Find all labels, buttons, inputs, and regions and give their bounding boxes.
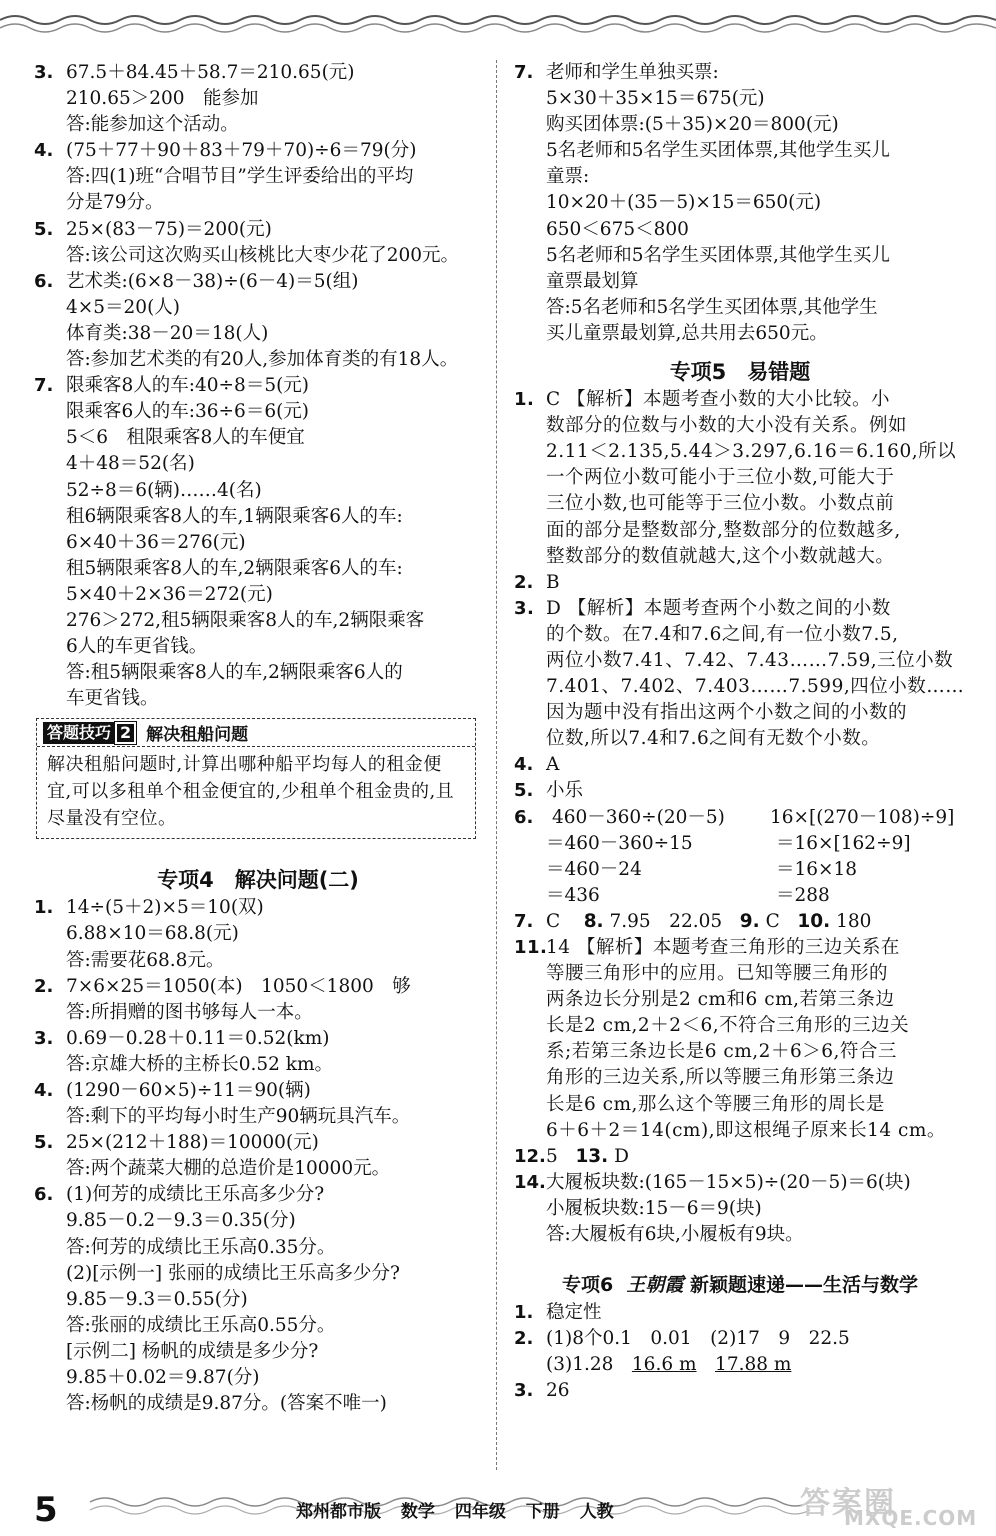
s5-answer-14: 14.大履板块数:(165－15×5)÷(20－5)＝6(块) 小履板块数:15－6＝9(块) 答:大履板有6块,小履板有9块。 bbox=[514, 1171, 911, 1246]
answer-number: 5. bbox=[34, 218, 54, 240]
s6-answer-2: 2. (1)8个0.1 0.01 (2)17 9 22.5 (3)1.28 16.6 m 17.88 m bbox=[514, 1328, 850, 1376]
section-5-title: 专项5 易错题 bbox=[669, 360, 811, 385]
s5-answer-6: 6. 460－360÷(20－5) 16×[(270－108)÷9] ＝460－360÷15 ＝16×[162÷9] ＝460－24 ＝16×18 ＝436 ＝288 bbox=[514, 806, 955, 906]
right-column: 7. 老师和学生单独买票: 5×30＋35×15＝675(元) 购买团体票:(5＋35)×20＝800(元) 5名老师和5名学生买团体票,其他学生买儿 童票: 10×20＋(35－5)×15＝650(元) 650＜675＜800 5名老师和5名学生买团体票,其他学生买儿 童票最划算 答:5名老师和5名学生买团体票,其他学生 买儿童票最划算,总共用去650元。 专项5 易错题 1. C 【解析】本题考查小数的大小比较。小 数部分的位数与小数的大小没有关系。例如 2.11＜2.135,5.44＞3.297,6.16＝6.160,所以 一个两位小数可能小于三位小数,可能大于 三位小数,也可能等于三位小数。小数点前 面的部分是整数部分,整数部分的位数越多, 整数部分的数值就越大,这个小数就越大。 2. B 3. D 【解析】本题考查两个小数之间的小数 的个数。在7.4和7.6之间,有一位小数7.5, 两位小数7.41、7.42、7.43……7.59,三位小数 7.401、7.402、7.403……7.599,四位小数…… 因为题中没有指出这两个小数之间的小数的 位数,所以7.4和7.6之间有无数个小数。 4. A 5. 小乐 6. 460－360÷(20－5) 16×[(270－108)÷9] ＝460－360÷15 ＝16×[162÷9] ＝460－24 ＝16×18 ＝436 ＝288 7. C 8. 7.95 22.05 9. C 10. 180 11.14 【解析】本题考查三角形的三边关系在 等腰三角形中的应用。已知等腰三角形的 两条边长分别是2 cm和6 cm,若第三条边 长是2 cm,2＋2＜6,不符合三角形的三边关 系;若第三条边长是6 cm,2＋6＞6,符合三 角形的三边关系,所以等腰三角形第三条边 长是6 cm,那么这个等腰三角形的周长是 6＋6＋2＝14(cm),即这根绳子原来长14 cm。 12.5 13. D 14.大履板块数:(165－15×5)÷(20－5)＝6(块) 小履板块数:15－6＝9(块) 答:大履板有6块,小履板有9块。 专项6 王朝霞 新颖题速递——生活与数学 1. 稳定性 2. (1)8个0.1 0.01 (2)17 9 22.5 (3)1.28 16.6 m 17.88 m 3. 26 bbox=[514, 62, 965, 1402]
s4-answer-5: 5. 25×(212＋188)＝10000(元) 答:两个蔬菜大棚的总造价是10000元。 bbox=[34, 1132, 391, 1180]
tip-header bbox=[37, 719, 475, 747]
s4-answer-2: 2. 7×6×25＝1050(本) 1050＜1800 够 答:所捐赠的图书够每人一本。 bbox=[34, 975, 411, 1023]
s6-answer-3: 26 bbox=[546, 1380, 570, 1402]
top-wave-border bbox=[0, 8, 996, 38]
s5-answer-5: 小乐 bbox=[546, 780, 584, 802]
answer-7: 7. 限乘客8人的车:40÷8＝5(元) 限乘客6人的车:36÷6＝6(元) 5＜6 租限乘客8人的车便宜 4＋48＝52(名) 52÷8＝6(辆)……4(名) 租6辆限乘客8人的车,1辆限乘客6人的车: 6×40＋36＝276(元) 租5辆限乘客8人的车,2辆限乘客6人的车: 5×40＋2×36＝272(元) 276＞272,租5辆限乘客8人的车,2辆限乘客 6人的车更省钱。 答:租5辆限乘客8人的车,2辆限乘客6人的 车更省钱。 bbox=[34, 375, 425, 710]
s5-answers-7-10: 7. C 8. 7.95 22.05 9. C 10. 180 bbox=[514, 910, 872, 932]
brand-logo: 王朝霞 bbox=[626, 1274, 684, 1297]
left-column bbox=[34, 60, 482, 1417]
answer-number: 4. bbox=[34, 140, 54, 162]
s5-answer-2: B bbox=[546, 571, 560, 593]
answer-number: 6. bbox=[34, 270, 54, 292]
s4-answer-1: 1. 14÷(5＋2)×5＝10(双) 6.88×10＝68.8(元) 答:需要花68.8元。 bbox=[34, 897, 264, 971]
tip-box bbox=[36, 718, 476, 839]
tip-body: 解决租船问题时,计算出哪种船平均每人的租金便宜,可以多租单个租金便宜的,少租单个租金贵的,且尽量没有空位。 bbox=[47, 754, 455, 830]
page-number: 5 bbox=[34, 1490, 58, 1530]
s6-answer-1: 稳定性 bbox=[546, 1302, 602, 1324]
answer-number: 7. bbox=[34, 375, 54, 397]
answer-3: 3. 67.5＋84.45＋58.7＝210.65(元) 210.65＞200 能参加 答:能参加这个活动。 bbox=[34, 62, 355, 136]
s5-answer-3: 3. D 【解析】本题考查两个小数之间的小数 的个数。在7.4和7.6之间,有一位小数7.5, 两位小数7.41、7.42、7.43……7.59,三位小数 7.401、7.402、7.403……7.599,四位小数…… 因为题中没有指出这两个小数之间的小数的 位数,所以7.4和7.6之间有无数个小数。 bbox=[514, 597, 965, 750]
footer-info: 郑州都市版 数学 四年级 下册 人教 bbox=[296, 1502, 614, 1522]
s5-answer-1: 1. C 【解析】本题考查小数的大小比较。小 数部分的位数与小数的大小没有关系。例如 2.11＜2.135,5.44＞3.297,6.16＝6.160,所以 一个两位小数可能小于三位小数,可能大于 三位小数,也可能等于三位小数。小数点前 面的部分是整数部分,整数部分的位数越多, 整数部分的数值就越大,这个小数就越大。 bbox=[514, 389, 957, 567]
s4-answer-6: 6. (1)何芳的成绩比王乐高多少分? 9.85－0.2－9.3＝0.35(分) 答:何芳的成绩比王乐高0.35分。 (2)[示例一] 张丽的成绩比王乐高多少分? 9.85－9.3＝0.55(分) 答:张丽的成绩比王乐高0.55分。 [示例二] 杨帆的成绩是多少分? 9.85＋0.02＝9.87(分) 答:杨帆的成绩是9.87分。(答案不唯一) bbox=[34, 1184, 400, 1415]
tip-tag: 答题技巧 bbox=[43, 722, 115, 744]
answer-7-right: 7. 老师和学生单独买票: 5×30＋35×15＝675(元) 购买团体票:(5＋35)×20＝800(元) 5名老师和5名学生买团体票,其他学生买儿 童票: 10×20＋(35－5)×15＝650(元) 650＜675＜800 5名老师和5名学生买团体票,其他学生买儿 童票最划算 答:5名老师和5名学生买团体票,其他学生 买儿童票最划算,总共用去650元。 bbox=[514, 62, 890, 344]
s4-answer-4: 4. (1290－60×5)÷11＝90(辆) 答:剩下的平均每小时生产90辆玩具汽车。 bbox=[34, 1080, 411, 1128]
s5-answer-4: A bbox=[546, 754, 560, 776]
tip-number-badge: 2 bbox=[115, 722, 136, 744]
section-6-title: 专项6 王朝霞 新颖题速递——生活与数学 bbox=[561, 1274, 919, 1297]
s4-answer-3: 3. 0.69－0.28＋0.11＝0.52(km) 答:京雄大桥的主桥长0.52 km。 bbox=[34, 1027, 334, 1075]
column-divider bbox=[496, 60, 497, 1470]
s5-answers-12-13: 12.5 13. D bbox=[514, 1145, 629, 1167]
tip-title: 解决租船问题 bbox=[146, 725, 249, 746]
answer-5: 5. 25×(83－75)＝200(元) 答:该公司这次购买山核桃比大枣少花了200元。 bbox=[34, 218, 460, 266]
section-4-title: 专项4 解决问题(二) bbox=[157, 868, 359, 893]
answer-6: 6. 艺术类:(6×8－38)÷(6－4)＝5(组) 4×5＝20(人) 体育类:38－20＝18(人) 答:参加艺术类的有20人,参加体育类的有18人。 bbox=[34, 270, 459, 371]
s5-answer-11: 11.14 【解析】本题考查三角形的三边关系在 等腰三角形中的应用。已知等腰三角形的 两条边长分别是2 cm和6 cm,若第三条边 长是2 cm,2＋2＜6,不符合三角形的三边关 系;若第三条边长是6 cm,2＋6＞6,符合三 角形的三边关系,所以等腰三角形第三条边 长是6 cm,那么这个等腰三角形的周长是 6＋6＋2＝14(cm),即这根绳子原来长14 cm。 bbox=[514, 937, 946, 1141]
answer-4: 4. (75＋77＋90＋83＋79＋70)÷6＝79(分) 答:四(1)班“合唱节目”学生评委给出的平均 分是79分。 bbox=[34, 140, 417, 214]
watermark-logo: 答案圈 MXQE.COM bbox=[800, 1486, 978, 1530]
answer-number: 3. bbox=[34, 62, 54, 83]
